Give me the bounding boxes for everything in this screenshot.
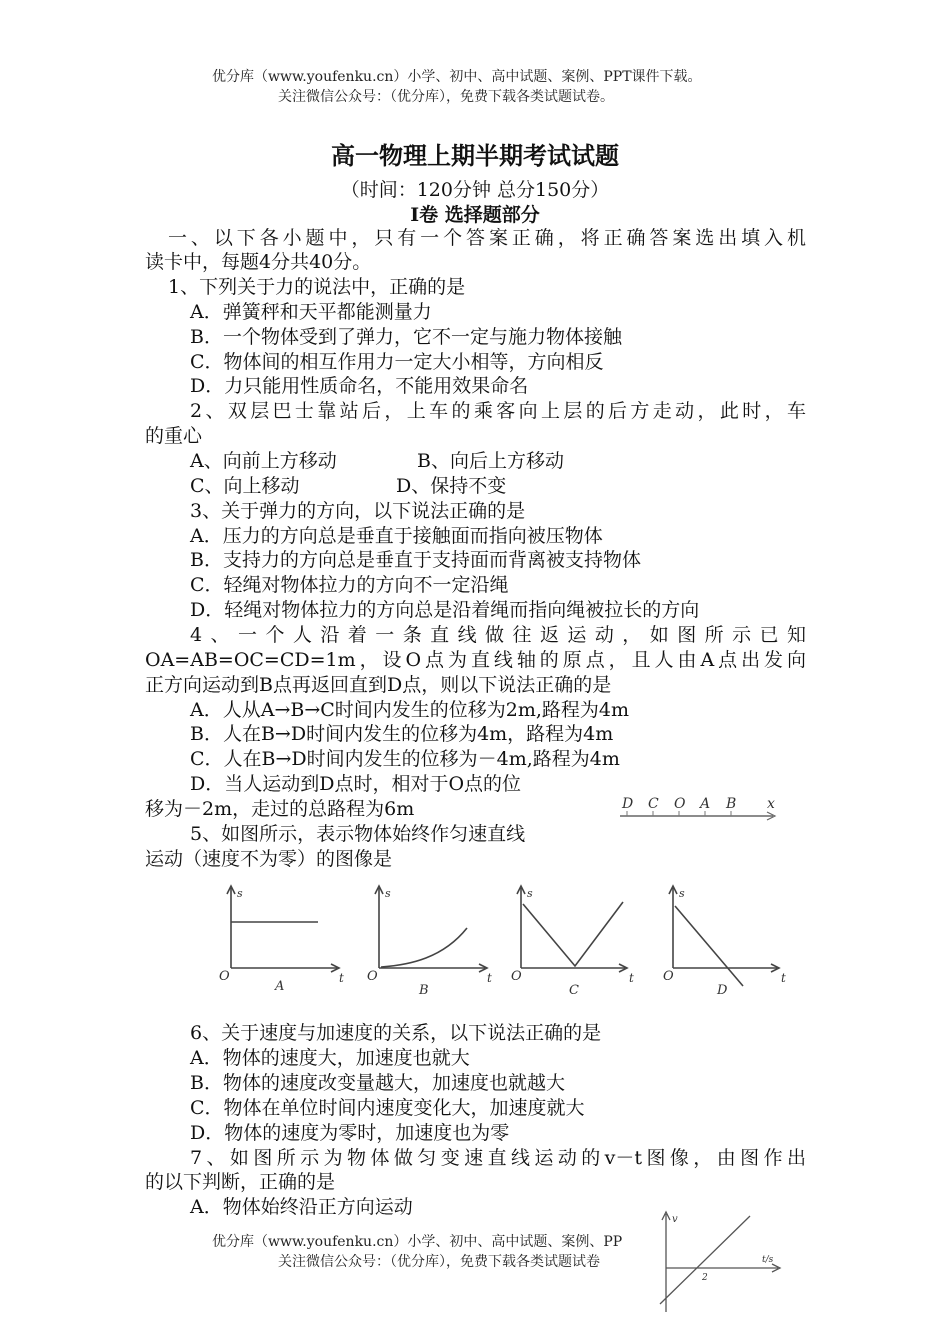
label-c: C xyxy=(648,796,659,812)
q1-option-d: D．力只能用性质命名，不能用效果命名 xyxy=(190,375,529,397)
q7-option-a: A．物体始终沿正方向运动 xyxy=(190,1196,413,1218)
header-line-2: 关注微信公众号：（优分库），免费下载各类试题试卷。 xyxy=(278,89,614,105)
graph-c-origin: O xyxy=(511,969,522,984)
graph-a xyxy=(227,886,339,972)
q3-option-d: D．轻绳对物体拉力的方向总是沿着绳而指向绳被拉长的方向 xyxy=(190,599,700,621)
q6-stem: 6、关于速度与加速度的关系，以下说法正确的是 xyxy=(190,1022,602,1044)
q3-stem: 3、关于弹力的方向，以下说法正确的是 xyxy=(190,500,526,522)
q2-option-d: D、保持不变 xyxy=(396,475,507,497)
q5-graphs-figure xyxy=(205,880,805,1000)
q7-vt-graph xyxy=(650,1208,790,1320)
q2-stem-line-1: 2、双层巴士靠站后，上车的乘客向上层的后方走动，此时，车 xyxy=(190,400,806,422)
header-line-1: 优分库（www.youfenku.cn）小学、初中、高中试题、案例、PPT课件下载。 xyxy=(212,69,702,85)
q6-option-b: B．物体的速度改变量越大，加速度也就越大 xyxy=(190,1072,565,1094)
q4-stem-line-1: 4、一个人沿着一条直线做往返运动，如图所示已知 xyxy=(190,624,806,646)
graph-c-axis-s: s xyxy=(527,887,533,900)
q7-stem-line-2: 的以下判断，正确的是 xyxy=(145,1171,336,1193)
q3-option-b: B．支持力的方向总是垂直于支持面而背离被支持物体 xyxy=(190,549,641,571)
graph-c-label: C xyxy=(569,983,579,998)
q1-option-c: C．物体间的相互作用力一定大小相等，方向相反 xyxy=(190,351,604,373)
q4-stem-line-3: 正方向运动到B点再返回直到D点，则以下说法正确的是 xyxy=(145,674,612,696)
q1-option-a: A．弹簧秤和天平都能测量力 xyxy=(190,301,432,323)
q6-option-d: D．物体的速度为零时，加速度也为零 xyxy=(190,1122,510,1144)
q7-axis-v: v xyxy=(672,1214,678,1225)
graph-d xyxy=(669,886,779,986)
footer-line-1: 优分库（www.youfenku.cn）小学、初中、高中试题、案例、PP xyxy=(212,1234,623,1250)
graph-c-axis-t: t xyxy=(629,971,634,985)
q3-option-a: A．压力的方向总是垂直于接触面而指向被压物体 xyxy=(190,525,603,547)
q4-option-d-line-2: 移为－2m，走过的总路程为6m xyxy=(145,798,415,820)
q1-option-b: B．一个物体受到了弹力，它不一定与施力物体接触 xyxy=(190,326,622,348)
graph-b-axis-s: s xyxy=(385,887,391,900)
label-b: B xyxy=(726,796,737,812)
q2-option-b: B、向后上方移动 xyxy=(417,450,564,472)
instructions-line-1: 一、以下各小题中，只有一个答案正确，将正确答案选出填入机 xyxy=(168,227,806,249)
graph-a-axis-t: t xyxy=(339,971,344,985)
graph-c xyxy=(517,886,627,972)
q4-option-d-line-1: D．当人运动到D点时，相对于O点的位 xyxy=(190,773,522,795)
graph-b-axis-t: t xyxy=(487,971,492,985)
q6-option-a: A．物体的速度大，加速度也就大 xyxy=(190,1047,470,1069)
graph-b-origin: O xyxy=(367,969,378,984)
exam-info: （时间：120分钟 总分150分） xyxy=(340,179,610,201)
q1-stem: 1、下列关于力的说法中，正确的是 xyxy=(168,276,466,298)
q4-number-line-figure xyxy=(615,792,785,828)
q4-stem-line-2: OA=AB=OC=CD=1m，设O点为直线轴的原点，且人由A点出发向 xyxy=(145,649,806,671)
q7-tick-2: 2 xyxy=(702,1273,708,1283)
footer-line-2: 关注微信公众号：（优分库），免费下载各类试题试卷 xyxy=(278,1254,600,1270)
q5-stem-line-2: 运动（速度不为零）的图像是 xyxy=(145,848,393,870)
graph-a-axis-s: s xyxy=(237,887,243,900)
graph-d-origin: O xyxy=(663,969,674,984)
q6-option-c: C．物体在单位时间内速度变化大，加速度就大 xyxy=(190,1097,585,1119)
label-d: D xyxy=(622,796,634,812)
graph-d-axis-t: t xyxy=(781,971,786,985)
q2-option-c: C、向上移动 xyxy=(190,475,300,497)
graph-b-label: B xyxy=(419,983,429,998)
q4-option-b: B．人在B→D时间内发生的位移为4m，路程为4m xyxy=(190,723,614,745)
q5-stem-line-1: 5、如图所示，表示物体始终作匀速直线 xyxy=(190,823,526,845)
q2-option-a: A、向前上方移动 xyxy=(190,450,337,472)
graph-d-label: D xyxy=(717,983,728,998)
graph-a-origin: O xyxy=(219,969,230,984)
q4-option-c: C．人在B→D时间内发生的位移为－4m,路程为4m xyxy=(190,748,620,770)
label-o: O xyxy=(674,796,686,812)
label-a: A xyxy=(700,796,711,812)
instructions-line-2: 读卡中，每题4分共40分。 xyxy=(145,251,372,273)
label-x: x xyxy=(767,796,775,812)
graph-d-axis-s: s xyxy=(679,887,685,900)
page-title: 高一物理上期半期考试试题 xyxy=(331,141,619,170)
q4-option-a: A．人从A→B→C时间内发生的位移为2m,路程为4m xyxy=(190,699,630,721)
q2-stem-line-2: 的重心 xyxy=(145,425,203,447)
q7-stem-line-1: 7、如图所示为物体做匀变速直线运动的v－t图像，由图作出 xyxy=(190,1147,806,1169)
section-heading: I卷 选择题部分 xyxy=(410,204,540,226)
graph-a-label: A xyxy=(275,979,285,994)
q7-axis-t: t/s xyxy=(762,1255,774,1265)
graph-b xyxy=(375,886,487,972)
q3-option-c: C．轻绳对物体拉力的方向不一定沿绳 xyxy=(190,574,509,596)
